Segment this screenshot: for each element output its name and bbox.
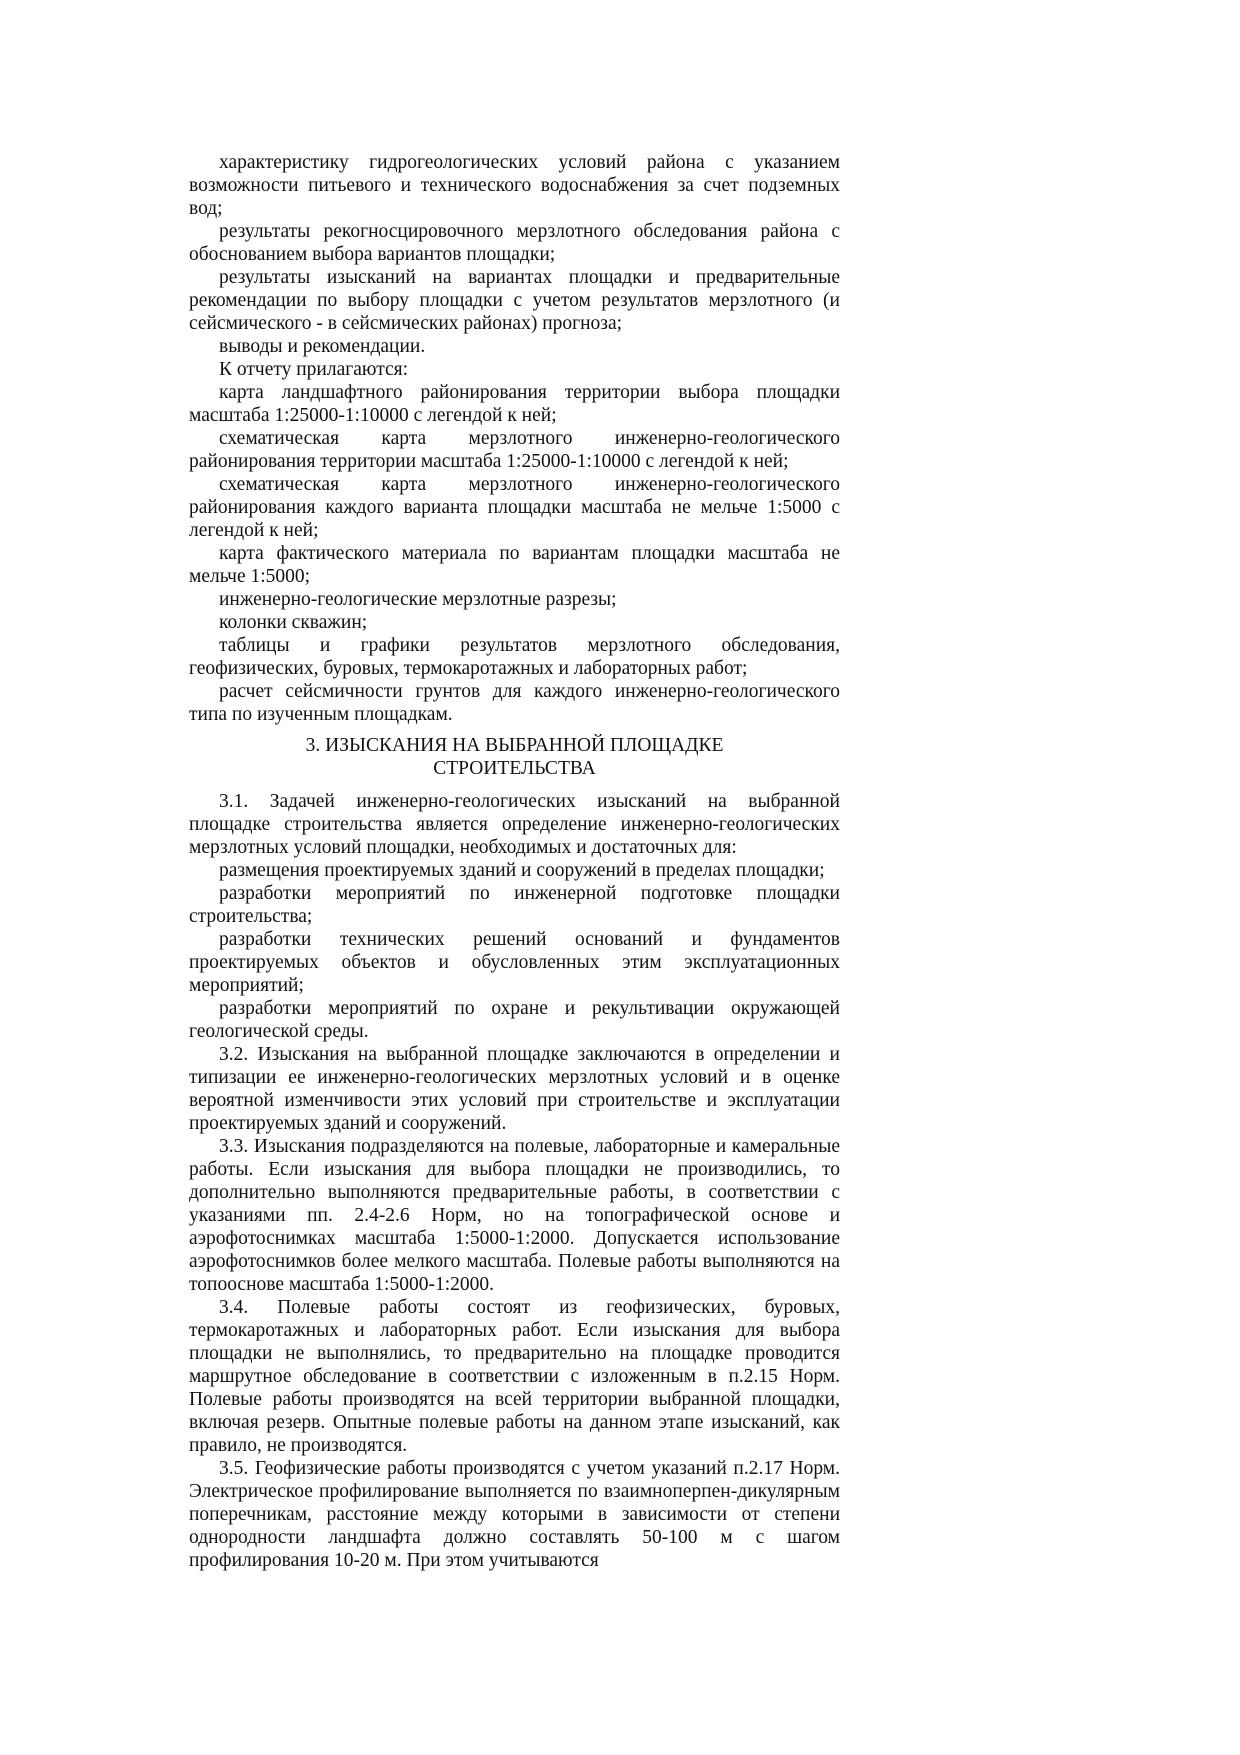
paragraph-3-4: 3.4. Полевые работы состоят из геофизических, буровых, термокаротажных и лабораторных работ. Если изыскания для выбора площадки не выполнялись, то предварительно на площадке проводится маршрутное обследование в соответствии с изложенным в п.2.15 Норм. Полевые работы производятся на всей территории выбранной площадки, включая резерв. Опытные полевые работы на данном этапе изысканий, как правило, не производятся. [189, 1297, 840, 1456]
paragraph-seismicity-calculation: расчет сейсмичности грунтов для каждого инженерно-геологического типа по изученным площадкам. [189, 681, 840, 725]
paragraph-foundation-solutions: разработки технических решений оснований и фундаментов проектируемых объектов и обусловленных этим эксплуатационных мероприятий; [189, 929, 840, 996]
paragraph-conclusions: выводы и рекомендации. [219, 336, 426, 357]
paragraph-tables-graphs: таблицы и графики результатов мерзлотного обследования, геофизических, буровых, термокаротажных и лабораторных работ; [189, 635, 840, 679]
paragraph-engineering-preparation: разработки мероприятий по инженерной подготовке площадки строительства; [189, 883, 840, 927]
paragraph-territory-zoning-map: схематическая карта мерзлотного инженерно-геологического районирования территории масштаба 1:25000-1:10000 с легендой к ней; [189, 428, 840, 472]
paragraph-environment-protection: разработки мероприятий по охране и рекультивации окружающей геологической среды. [189, 998, 840, 1042]
document-page [189, 151, 840, 1572]
paragraph-borehole-columns: колонки скважин; [219, 612, 368, 633]
paragraph-3-2: 3.2. Изыскания на выбранной площадке заключаются в определении и типизации ее инженерно-геологических мерзлотных условий и в оценке вероятной изменчивости этих условий при строительстве и эксплуатации проектируемых зданий и сооружений. [189, 1044, 840, 1134]
paragraph-site-zoning-map: схематическая карта мерзлотного инженерно-геологического районирования каждого варианта площадки масштаба не мельче 1:5000 с легендой к ней; [189, 474, 840, 541]
paragraph-3-3: 3.3. Изыскания подразделяются на полевые, лабораторные и камеральные работы. Если изыскания для выбора площадки не производились, то дополнительно выполняются предварительные работы, в соответствии с указаниями пп. 2.4-2.6 Норм, но на топографической основе и аэрофотоснимках масштаба 1:5000-1:2000. Допускается использование аэрофотоснимков более мелкого масштаба. Полевые работы выполняются на топооснове масштаба 1:5000-1:2000. [189, 1136, 840, 1295]
paragraph-cross-sections: инженерно-геологические мерзлотные разрезы; [219, 589, 617, 610]
paragraph-3-1: 3.1. Задачей инженерно-геологических изысканий на выбранной площадке строительства является определение инженерно-геологических мерзлотных условий площадки, необходимых и достаточных для: [189, 791, 840, 858]
paragraph-hydrogeology: характеристику гидрогеологических условий района с указанием возможности питьевого и технического водоснабжения за счет подземных вод; [189, 152, 840, 219]
paragraph-site-variant-results: результаты изысканий на вариантах площадки и предварительные рекомендации по выбору площадки с учетом результатов мерзлотного (и сейсмического - в сейсмических районах) прогноза; [189, 267, 840, 334]
section-heading-line2: СТРОИТЕЛЬСТВА [433, 758, 596, 779]
paragraph-3-5: 3.5. Геофизические работы производятся с учетом указаний п.2.17 Норм. Электрическое профилирование выполняется по взаимноперпен-дикулярным поперечникам, расстояние между которыми в зависимости от степени однородности ландшафта должно составлять 50-100 м с шагом профилирования 10-20 м. При этом учитываются [189, 1458, 840, 1571]
section-heading [189, 734, 840, 780]
paragraph-placement: размещения проектируемых зданий и сооружений в пределах площадки; [219, 860, 825, 881]
paragraph-factual-material-map: карта фактического материала по вариантам площадки масштаба не мельче 1:5000; [189, 543, 840, 587]
section-heading-line1: 3. ИЗЫСКАНИЯ НА ВЫБРАННОЙ ПЛОЩАДКЕ [305, 735, 724, 756]
paragraph-report-attachments: К отчету прилагаются: [219, 359, 409, 380]
paragraph-landscape-map: карта ландшафтного районирования территории выбора площадки масштаба 1:25000-1:10000 с легендой к ней; [189, 382, 840, 426]
paragraph-reconnaissance-results: результаты рекогносцировочного мерзлотного обследования района с обоснованием выбора вариантов площадки; [189, 221, 840, 265]
